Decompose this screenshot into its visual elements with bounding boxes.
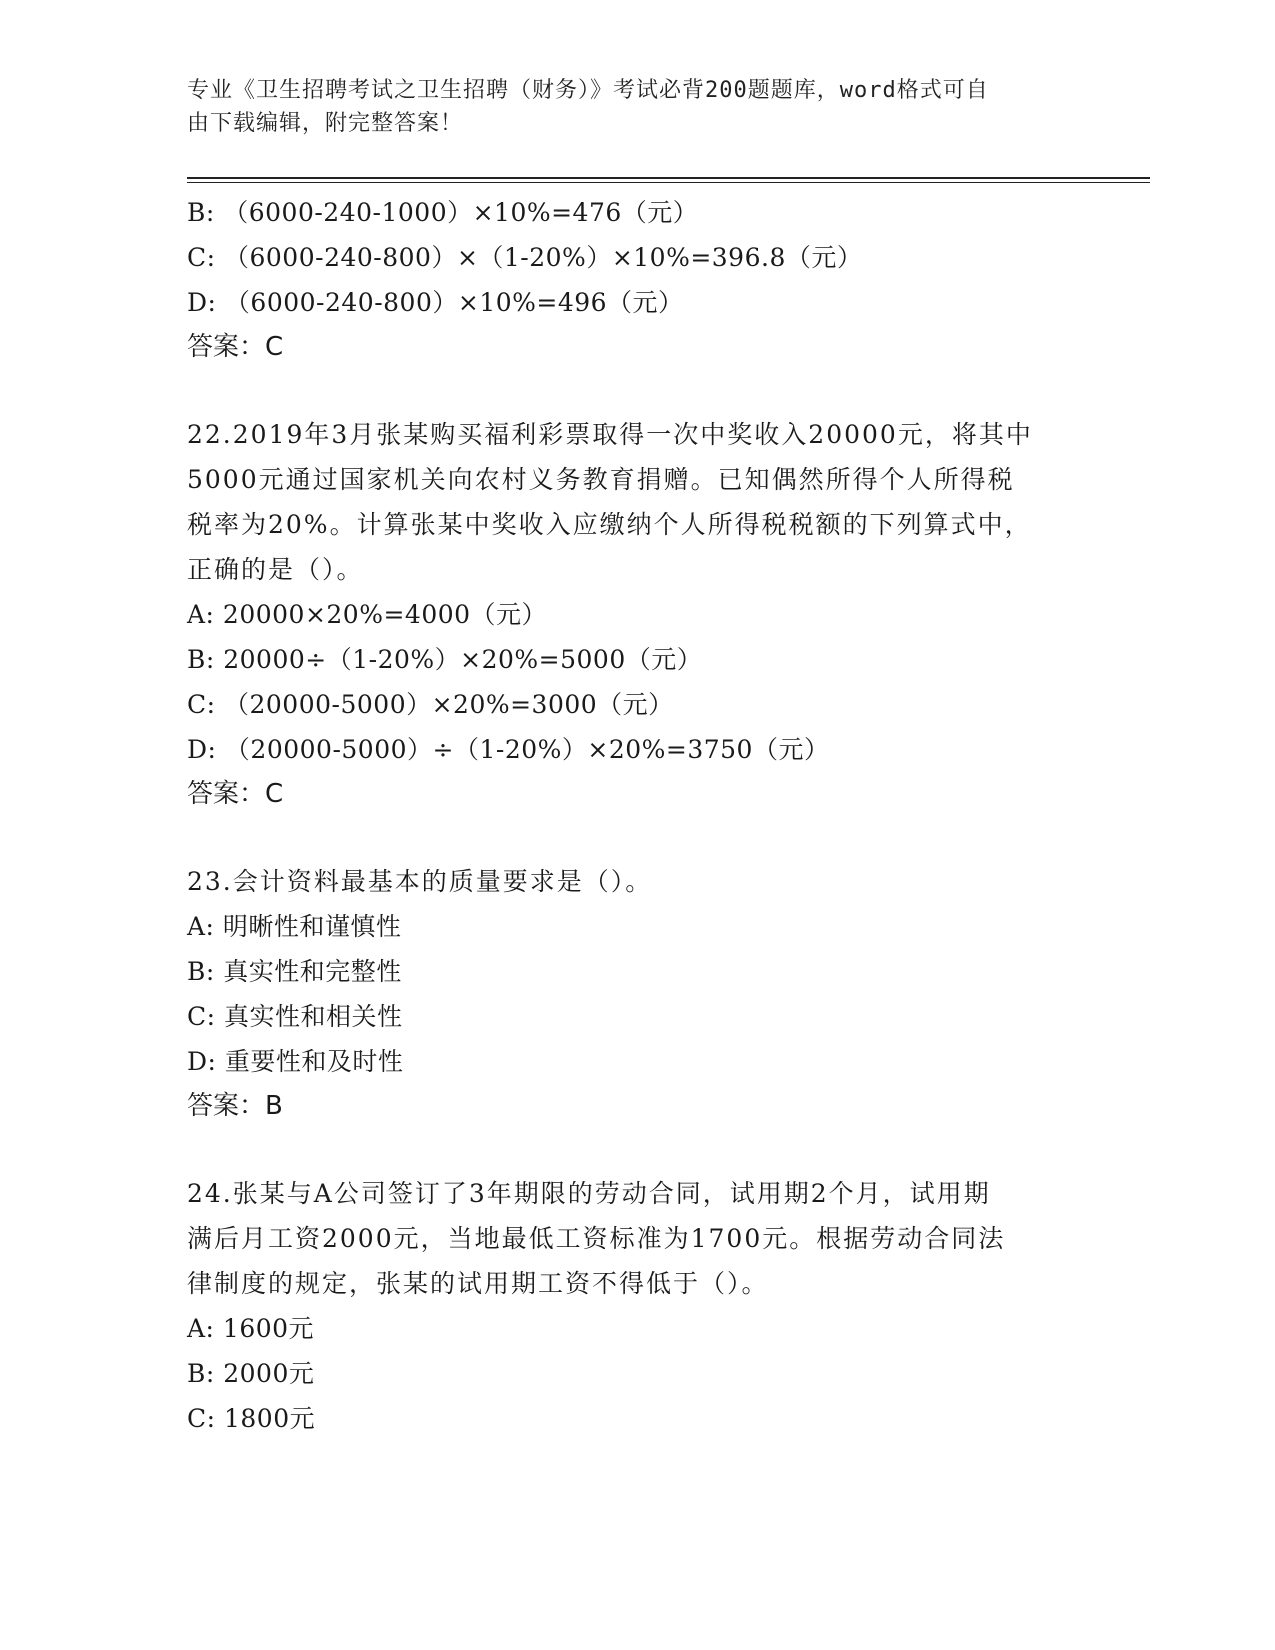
header-divider-thin	[187, 182, 1150, 183]
option-c: C: 真实性和相关性	[187, 1002, 403, 1031]
answer-line: 答案：C	[187, 779, 284, 809]
question-spacer	[187, 1129, 1087, 1171]
question-stem-line: 正确的是（）。	[187, 555, 364, 584]
option-a: A: 1600元	[187, 1314, 315, 1343]
option-b: B: 2000元	[187, 1359, 315, 1388]
option-b: B: 20000÷（1-20%）×20%=5000（元）	[187, 645, 703, 674]
question-stem-line: 律制度的规定，张某的试用期工资不得低于（）。	[187, 1269, 769, 1298]
question-22	[187, 412, 1087, 817]
answer-line: 答案：C	[187, 332, 284, 362]
option-b: B: （6000-240-1000）×10%=476（元）	[187, 198, 699, 227]
option-d: D: （6000-240-800）×10%=496（元）	[187, 288, 684, 317]
question-stem-line: 税率为20%。计算张某中奖收入应缴纳个人所得税税额的下列算式中，	[187, 510, 1032, 539]
option-d: D: （20000-5000）÷（1-20%）×20%=3750（元）	[187, 735, 830, 764]
document-header	[187, 74, 1087, 140]
option-d: D: 重要性和及时性	[187, 1047, 404, 1076]
option-c: C: （6000-240-800）×（1-20%）×10%=396.8（元）	[187, 243, 863, 272]
question-stem-line: 24.张某与A公司签订了3年期限的劳动合同，试用期2个月，试用期	[187, 1179, 991, 1208]
option-b: B: 真实性和完整性	[187, 957, 402, 986]
question-stem-line: 23.会计资料最基本的质量要求是（）。	[187, 867, 653, 896]
question-spacer	[187, 817, 1087, 859]
header-title-line-2: 由下载编辑，附完整答案！	[187, 111, 464, 136]
question-stem-line: 满后月工资2000元，当地最低工资标准为1700元。根据劳动合同法	[187, 1224, 1006, 1253]
question-24	[187, 1171, 1087, 1441]
question-stem-line: 22.2019年3月张某购买福利彩票取得一次中奖收入20000元，将其中	[187, 420, 1033, 449]
option-a: A: 明晰性和谨慎性	[187, 912, 402, 941]
question-21-continued	[187, 190, 1087, 370]
header-divider-thick	[187, 177, 1150, 179]
question-spacer	[187, 370, 1087, 412]
answer-line: 答案：B	[187, 1091, 283, 1121]
header-title-line-1: 专业《卫生招聘考试之卫生招聘（财务）》考试必背200题题库，word格式可自	[187, 78, 989, 103]
option-a: A: 20000×20%=4000（元）	[187, 600, 548, 629]
question-23	[187, 859, 1087, 1129]
option-c: C: 1800元	[187, 1404, 316, 1433]
option-c: C: （20000-5000）×20%=3000（元）	[187, 690, 674, 719]
document-body	[187, 190, 1087, 1441]
question-stem-line: 5000元通过国家机关向农村义务教育捐赠。已知偶然所得个人所得税	[187, 465, 1015, 494]
